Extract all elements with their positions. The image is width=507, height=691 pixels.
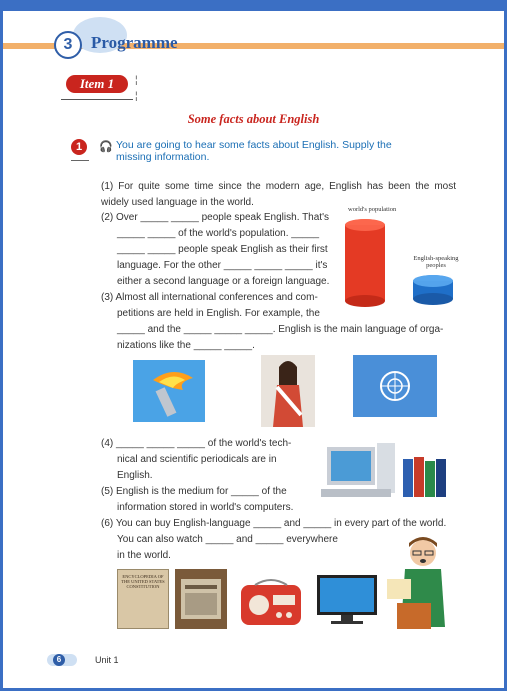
- olympic-torch-image: [133, 360, 205, 422]
- exercise-number-badge: 1: [71, 139, 87, 155]
- fact-line: You can also watch _____ and _____ everywhere: [117, 534, 338, 545]
- fact-4: [101, 436, 311, 484]
- fact-line: language. For the other _____ _____ _____ it's: [117, 260, 328, 271]
- fact-1: [101, 179, 456, 211]
- chart-label-world: world's population: [348, 206, 397, 213]
- headphones-icon: 🎧: [99, 141, 113, 153]
- man-reading-letter-image: [379, 533, 459, 629]
- television-image: [315, 573, 379, 627]
- fact-line: (2) Over _____ _____ people speak English. That's: [101, 212, 329, 223]
- section-title: Some facts about English: [187, 112, 320, 126]
- page-title: Programme: [91, 33, 178, 52]
- pageant-contestant-image: [261, 355, 315, 427]
- fact-line: nical and scientific periodicals are in: [117, 454, 277, 465]
- newspapers-image: [175, 569, 227, 629]
- un-flag-image: [353, 355, 437, 417]
- item-badge: Item 1: [66, 75, 128, 93]
- chart-label-english: English-speaking peoples: [413, 255, 459, 269]
- encyclopedia-book-image: [117, 569, 169, 629]
- radio-image: [239, 575, 303, 627]
- fact-text: For quite some time since the modern age, English has been the most widely used language in the world.: [101, 181, 456, 208]
- exercise-instruction: You are going to hear some facts about English. Supply the missing information.: [116, 139, 392, 163]
- fact-line: information stored in world's computers.: [117, 502, 294, 513]
- fact-5: [101, 484, 311, 516]
- tick-mark: ¦: [135, 75, 138, 86]
- fact-line: petitions are held in English. For example, the: [117, 308, 320, 319]
- fact-line: (5) English is the medium for _____ of the: [101, 486, 287, 497]
- fact-line: either a second language or a foreign language.: [117, 276, 330, 287]
- fact-line: (3) Almost all international conferences and com-: [101, 292, 318, 303]
- fact-line: nizations like the _____ _____.: [117, 340, 255, 351]
- tick-mark: ¦: [135, 91, 138, 102]
- fact-number: (1): [101, 181, 114, 192]
- book-cover-line: ENCYCLOPEDIA OF: [122, 574, 164, 579]
- fact-line: _____ _____ people speak English as their first: [117, 244, 328, 255]
- fact-line: (6) You can buy English-language _____ and _____ in every part of the world.: [101, 518, 447, 529]
- book-cover-line: CONSTITUTION: [126, 584, 160, 589]
- fact-line: English.: [117, 470, 153, 481]
- footer-unit-label: Unit 1: [95, 655, 119, 665]
- divider: [61, 99, 133, 100]
- top-band: [3, 3, 504, 11]
- page-number: 6: [53, 654, 65, 666]
- computer-and-books-image: [317, 437, 457, 503]
- fact-2: [101, 210, 341, 290]
- unit-number-badge: 3: [54, 31, 82, 59]
- fact-line: _____ _____ of the world's population. _____: [117, 228, 320, 239]
- book-cover-line: THE UNITED STATES: [121, 579, 165, 584]
- fact-line: in the world.: [117, 550, 171, 561]
- fact-line: _____ and the _____ _____ _____. English is the main language of orga-: [117, 324, 444, 335]
- divider: [71, 160, 89, 161]
- fact-line: (4) _____ _____ _____ of the world's tech-: [101, 438, 292, 449]
- fact-3: [101, 290, 456, 354]
